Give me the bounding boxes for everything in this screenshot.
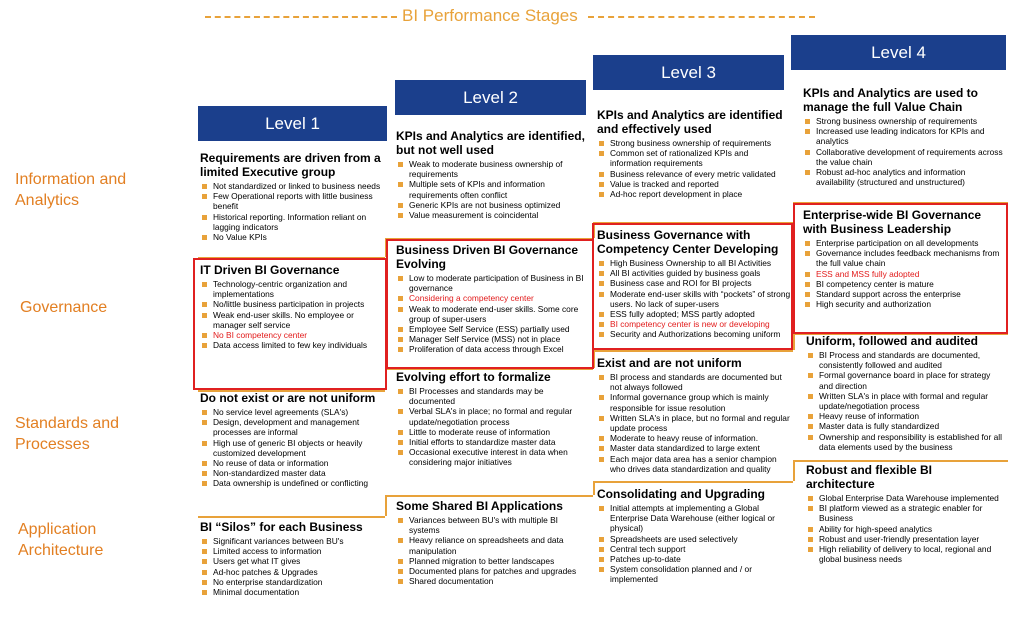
bullet-item: BI Processes and standards may be documented xyxy=(396,386,588,406)
bullet-list xyxy=(806,350,1004,452)
level-2-application-architecture xyxy=(396,499,588,586)
bullet-item: Weak to moderate end-user skills. Some core group of super-users xyxy=(396,304,588,324)
section-heading: Some Shared BI Applications xyxy=(396,499,563,513)
bullet-item: Initial efforts to standardize master data xyxy=(396,437,588,447)
divider-std-app-l1 xyxy=(198,516,385,518)
bullet-item: Data ownership is undefined or conflicting xyxy=(200,478,384,488)
bullet-item: Minimal documentation xyxy=(200,587,384,597)
bullet-list xyxy=(396,273,588,355)
bullet-item: Enterprise participation on all developments xyxy=(803,238,1003,248)
bullet-item: Moderate to heavy reuse of information. xyxy=(597,433,791,443)
bullet-item: Security and Authorizations becoming uniform xyxy=(597,329,791,339)
bullet-item: Common set of rationalized KPIs and information requirements xyxy=(597,148,791,168)
bullet-item: Multiple sets of KPIs and information requirements often conflict xyxy=(396,179,588,199)
level-3-standards-processes xyxy=(597,356,791,474)
bullet-item: Informal governance group which is mainly responsible for issue resolution xyxy=(597,392,791,412)
level-1-standards-processes xyxy=(200,391,384,489)
bullet-item: BI Process and standards are documented, consistently followed and audited xyxy=(806,350,1004,370)
bullet-item: Increased use leading indicators for KPIs and analytics xyxy=(803,126,1003,146)
bullet-item: Heavy reuse of information xyxy=(806,411,1004,421)
bullet-item: Value is tracked and reported xyxy=(597,179,791,189)
bullet-list xyxy=(200,536,384,597)
bullet-item: No BI competency center xyxy=(200,330,384,340)
section-heading: IT Driven BI Governance xyxy=(200,263,340,277)
bullet-item: Users get what IT gives xyxy=(200,556,384,566)
bullet-list xyxy=(597,372,791,474)
bullet-item: Heavy reliance on spreadsheets and data manipulation xyxy=(396,535,588,555)
bullet-item: Strong business ownership of requirements xyxy=(803,116,1003,126)
level-1-header: Level 1 xyxy=(198,106,387,141)
bullet-item: No Value KPIs xyxy=(200,232,384,242)
level-2-governance xyxy=(396,243,588,355)
level-4-standards-processes xyxy=(806,334,1004,452)
bullet-item: Weak end-user skills. No employee or manager self service xyxy=(200,310,384,330)
divider-gov-std-l3 xyxy=(593,350,793,352)
bullet-item: Ad-hoc patches & Upgrades xyxy=(200,567,384,577)
bullet-item: Collaborative development of requirements across the value chain xyxy=(803,147,1003,167)
bullet-item: Weak to moderate business ownership of requirements xyxy=(396,159,588,179)
section-heading: KPIs and Analytics are used to manage the full Value Chain xyxy=(803,86,978,114)
section-heading: Exist and are not uniform xyxy=(597,356,742,370)
bullet-item: High Business Ownership to all BI Activities xyxy=(597,258,791,268)
bullet-item: Historical reporting. Information reliant on lagging indicators xyxy=(200,212,384,232)
bullet-item: High reliability of delivery to local, regional and global business needs xyxy=(806,544,1004,564)
level-4-application-architecture xyxy=(806,463,1004,564)
bullet-item: Data access limited to few key individuals xyxy=(200,340,384,350)
bullet-item: Considering a competency center xyxy=(396,293,588,303)
bullet-item: BI platform viewed as a strategic enabler for Business xyxy=(806,503,1004,523)
bullet-list xyxy=(396,159,588,220)
bullet-item: Planned migration to better landscapes xyxy=(396,556,588,566)
level-3-governance xyxy=(597,228,791,340)
bullet-item: Governance includes feedback mechanisms from the full value chain xyxy=(803,248,1003,268)
divider-std-app-l4 xyxy=(793,460,1008,462)
section-heading: Uniform, followed and audited xyxy=(806,334,978,348)
bullet-list xyxy=(396,515,588,586)
level-4-header: Level 4 xyxy=(791,35,1006,70)
level-1-governance xyxy=(200,263,384,350)
bullet-list xyxy=(396,386,588,468)
row-label-standards-processes: Standards and Processes xyxy=(15,415,120,453)
bullet-item: Occasional executive interest in data when considering major initiatives xyxy=(396,447,588,467)
bullet-item: Patches up-to-date xyxy=(597,554,791,564)
bullet-item: Strong business ownership of requirements xyxy=(597,138,791,148)
bullet-item: Not standardized or linked to business needs xyxy=(200,181,384,191)
level-2-information-analytics xyxy=(396,129,588,220)
bullet-item: Business relevance of every metric validated xyxy=(597,169,791,179)
section-heading: KPIs and Analytics are identified and effectively used xyxy=(597,108,783,136)
bullet-item: Proliferation of data access through Excel xyxy=(396,344,588,354)
section-heading: Do not exist or are not uniform xyxy=(200,391,376,405)
level-1-information-analytics xyxy=(200,151,384,242)
bullet-item: Non-standardized master data xyxy=(200,468,384,478)
divider-step xyxy=(593,481,595,495)
level-4-information-analytics xyxy=(803,86,1003,187)
bullet-item: Moderate end-user skills with “pockets” of strong users. No lack of super-users xyxy=(597,289,791,309)
divider-step xyxy=(793,333,795,350)
section-heading: Business Driven BI Governance Evolving xyxy=(396,243,579,271)
section-heading: Robust and flexible BI architecture xyxy=(806,463,933,491)
bullet-item: BI competency center is mature xyxy=(803,279,1003,289)
bullet-item: Global Enterprise Data Warehouse implemented xyxy=(806,493,1004,503)
level-4-governance xyxy=(803,208,1003,309)
bullet-item: Written SLA's in place with formal and regular update/negotiation process xyxy=(806,391,1004,411)
divider-step xyxy=(793,460,795,481)
divider-step xyxy=(385,495,387,516)
title-text: BI Performance Stages xyxy=(402,6,578,25)
bullet-item: No enterprise standardization xyxy=(200,577,384,587)
bullet-item: Little to moderate reuse of information xyxy=(396,427,588,437)
level-2-header: Level 2 xyxy=(395,80,586,115)
bullet-item: Written SLA's in place, but no formal and regular update process xyxy=(597,413,791,433)
section-heading: Evolving effort to formalize xyxy=(396,370,551,384)
level-2-standards-processes xyxy=(396,370,588,468)
bullet-item: Low to moderate participation of Business in BI governance xyxy=(396,273,588,293)
bullet-item: Documented plans for patches and upgrades xyxy=(396,566,588,576)
level-3-application-architecture xyxy=(597,487,791,585)
row-label-information-analytics: Information and Analytics xyxy=(15,171,127,209)
bullet-item: ESS fully adopted; MSS partly adopted xyxy=(597,309,791,319)
bullet-item: Master data is fully standardized xyxy=(806,421,1004,431)
bullet-item: Spreadsheets are used selectively xyxy=(597,534,791,544)
bullet-item: Master data standardized to large extent xyxy=(597,443,791,453)
row-label-governance: Governance xyxy=(20,299,108,316)
divider-std-app-l3 xyxy=(593,481,793,483)
bullet-item: ESS and MSS fully adopted xyxy=(803,269,1003,279)
bullet-item: High use of generic BI objects or heavily customized development xyxy=(200,438,384,458)
bullet-item: Limited access to information xyxy=(200,546,384,556)
bullet-item: High security and authorization xyxy=(803,299,1003,309)
bullet-item: Employee Self Service (ESS) partially used xyxy=(396,324,588,334)
title-dash-right xyxy=(588,16,815,18)
bullet-item: Standard support across the enterprise xyxy=(803,289,1003,299)
bullet-item: Ownership and responsibility is established for all data elements used by the business xyxy=(806,432,1004,452)
title-dash-left xyxy=(205,16,397,18)
bullet-list xyxy=(803,238,1003,309)
bullet-item: Few Operational reports with little business benefit xyxy=(200,191,384,211)
bullet-list xyxy=(597,138,791,199)
bullet-item: Verbal SLA's in place; no formal and regular update/negotiation process xyxy=(396,406,588,426)
bullet-item: Ad-hoc report development in place xyxy=(597,189,791,199)
level-1-application-architecture xyxy=(200,520,384,597)
bullet-item: Variances between BU's with multiple BI systems xyxy=(396,515,588,535)
row-label-application-architecture: Application Architecture xyxy=(18,521,104,559)
divider-std-app-l2 xyxy=(385,495,593,497)
bullet-item: Value measurement is coincidental xyxy=(396,210,588,220)
bullet-item: BI process and standards are documented but not always followed xyxy=(597,372,791,392)
section-heading: Enterprise-wide BI Governance with Business Leadership xyxy=(803,208,982,236)
level-3-information-analytics xyxy=(597,108,791,199)
bullet-list xyxy=(200,279,384,350)
section-heading: Requirements are driven from a limited Executive group xyxy=(200,151,381,179)
section-heading: BI “Silos” for each Business xyxy=(200,520,363,534)
level-3-header: Level 3 xyxy=(593,55,784,90)
bullet-list xyxy=(803,116,1003,187)
bullet-item: BI competency center is new or developing xyxy=(597,319,791,329)
bullet-item: Technology-centric organization and implementations xyxy=(200,279,384,299)
bullet-item: Robust ad-hoc analytics and information availability (structured and unstructured) xyxy=(803,167,1003,187)
diagram-title xyxy=(205,6,815,28)
bullet-item: Robust and user-friendly presentation layer xyxy=(806,534,1004,544)
bullet-item: Each major data area has a senior champion who drives data standardization and quality xyxy=(597,454,791,474)
bullet-list xyxy=(597,503,791,585)
bullet-item: System consolidation planned and / or implemented xyxy=(597,564,791,584)
bullet-list xyxy=(200,407,384,489)
section-heading: Business Governance with Competency Center Developing xyxy=(597,228,779,256)
bullet-item: No reuse of data or information xyxy=(200,458,384,468)
bullet-list xyxy=(200,181,384,242)
bullet-item: Significant variances between BU's xyxy=(200,536,384,546)
bullet-list xyxy=(597,258,791,340)
bullet-item: Initial attempts at implementing a Global Enterprise Data Warehouse (either logical or physical) xyxy=(597,503,791,534)
bullet-item: Ability for high-speed analytics xyxy=(806,524,1004,534)
bullet-item: Formal governance board in place for strategy and direction xyxy=(806,370,1004,390)
bullet-item: Central tech support xyxy=(597,544,791,554)
bullet-item: Business case and ROI for BI projects xyxy=(597,278,791,288)
bullet-item: Generic KPIs are not business optimized xyxy=(396,200,588,210)
bullet-item: Design, development and management processes are informal xyxy=(200,417,384,437)
bullet-item: No service level agreements (SLA's) xyxy=(200,407,384,417)
bullet-item: All BI activities guided by business goals xyxy=(597,268,791,278)
bullet-item: Shared documentation xyxy=(396,576,588,586)
bullet-list xyxy=(806,493,1004,564)
bullet-item: No/little business participation in projects xyxy=(200,299,384,309)
section-heading: KPIs and Analytics are identified, but not well used xyxy=(396,129,585,157)
section-heading: Consolidating and Upgrading xyxy=(597,487,765,501)
bullet-item: Manager Self Service (MSS) not in place xyxy=(396,334,588,344)
